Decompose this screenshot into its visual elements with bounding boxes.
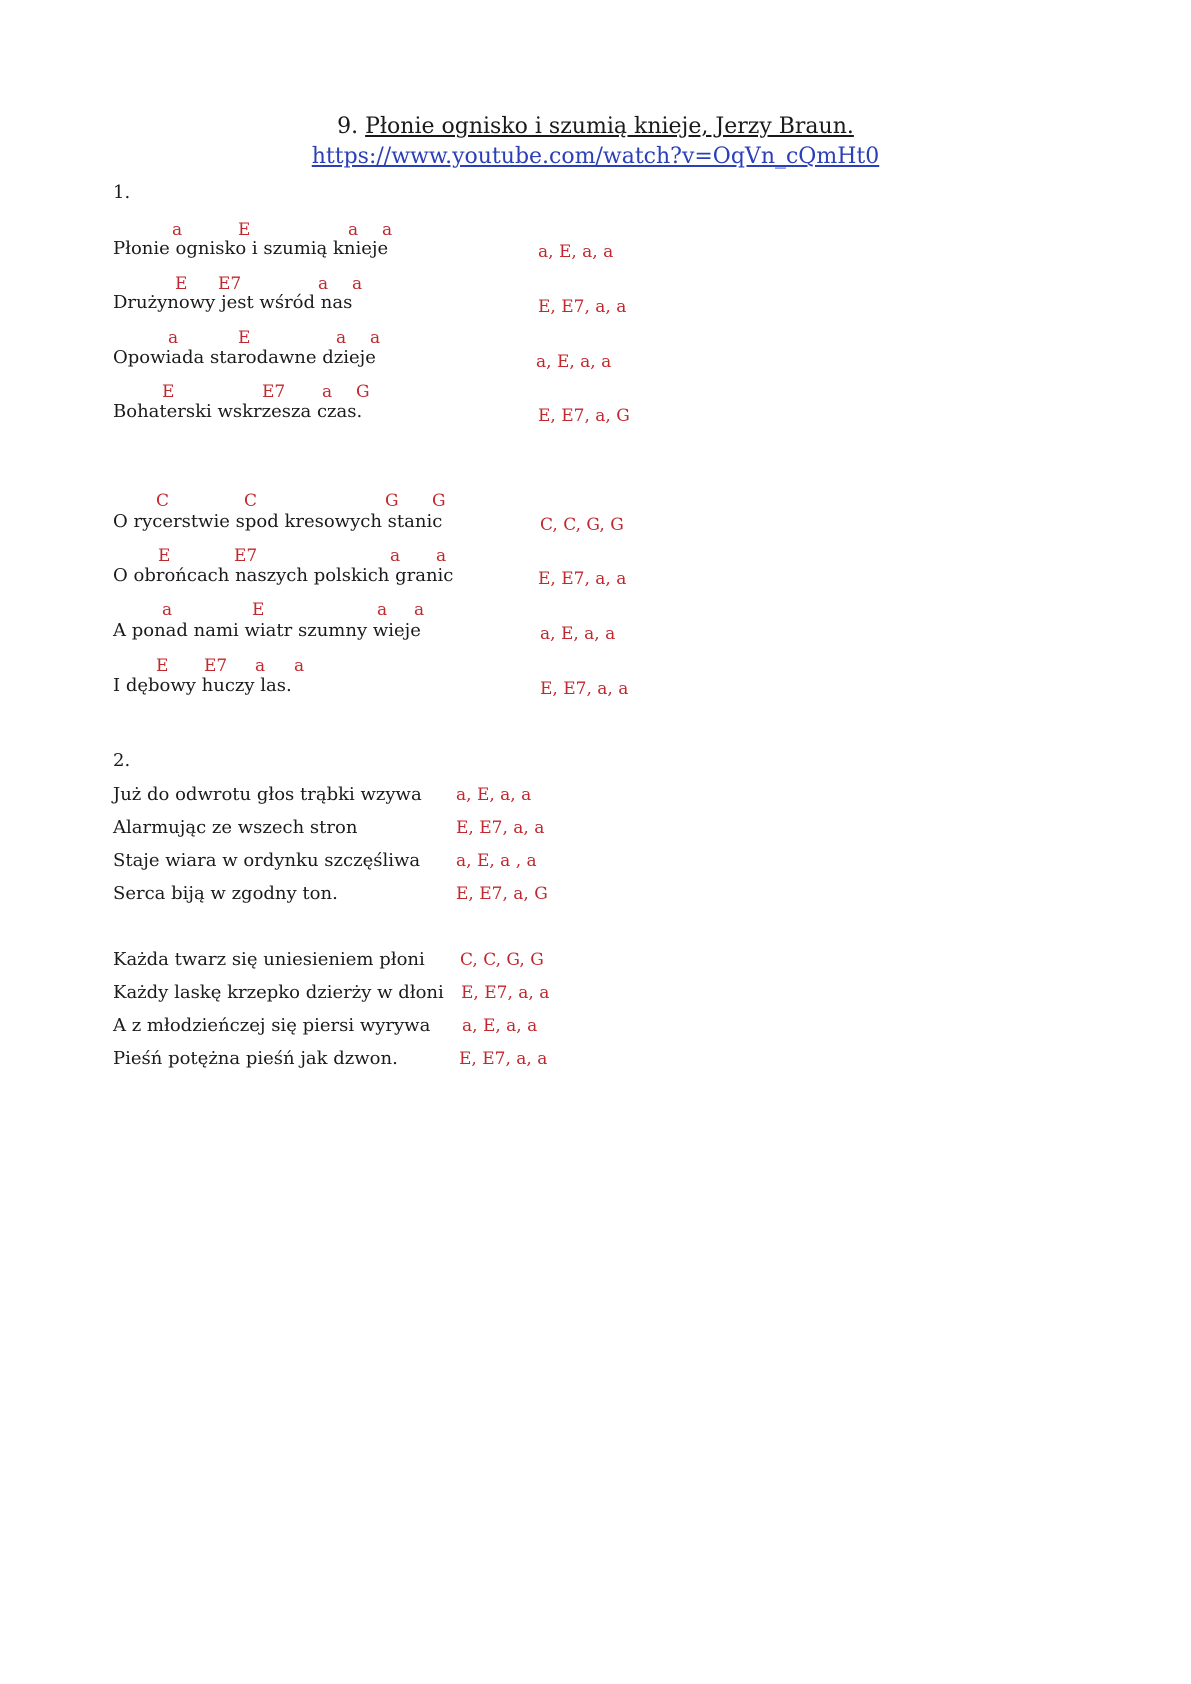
chord-above: E (238, 220, 251, 240)
chord-above: a (336, 328, 347, 348)
chord-sequence: E, E7, a, a (461, 983, 550, 1003)
lyric-line: Każdy laskę krzepko dzierży w dłoni (113, 982, 444, 1003)
youtube-link[interactable]: https://www.youtube.com/watch?v=OqVn_cQmHt0 (311, 144, 880, 169)
chord-above: E (158, 546, 171, 566)
chord-sequence: E, E7, a, a (459, 1049, 548, 1069)
chord-sequence: C, C, G, G (540, 515, 624, 535)
chord-above: a (318, 274, 329, 294)
chord-above: a (436, 546, 447, 566)
chord-sequence: E, E7, a, G (538, 406, 630, 426)
chord-above: a (162, 600, 173, 620)
chord-above: a (370, 328, 381, 348)
chord-above: C (156, 491, 170, 511)
chord-above: a (377, 600, 388, 620)
chord-above: E7 (218, 274, 242, 294)
song-title: Płonie ognisko i szumią knieje, Jerzy Braun. (365, 114, 854, 139)
lyric-line: Pieśń potężna pieśń jak dzwon. (113, 1048, 398, 1069)
chord-above: E (252, 600, 265, 620)
chord-above: E7 (262, 382, 286, 402)
chord-sequence: a, E, a, a (538, 242, 614, 262)
chord-sequence: E, E7, a, a (456, 818, 545, 838)
chord-above: a (348, 220, 359, 240)
chord-above: E7 (234, 546, 258, 566)
lyric-line: Bohaterski wskrzesza czas. (113, 401, 363, 422)
chord-above: a (255, 656, 266, 676)
chord-sequence: a, E, a , a (456, 851, 537, 871)
lyric-line: Płonie ognisko i szumią knieje (113, 238, 389, 259)
chord-above: E (162, 382, 175, 402)
verse-number: 2. (113, 750, 131, 771)
chord-sequence: E, E7, a, G (456, 884, 548, 904)
verse-number: 1. (113, 182, 131, 203)
song-title-line (0, 114, 1191, 139)
chord-sequence: E, E7, a, a (538, 569, 627, 589)
chord-above: C (244, 491, 258, 511)
chord-above: E7 (204, 656, 228, 676)
chord-above: G (385, 491, 399, 511)
lyric-line: Serca biją w zgodny ton. (113, 883, 338, 904)
chord-sequence: C, C, G, G (460, 950, 544, 970)
chord-sequence: a, E, a, a (456, 785, 532, 805)
chord-above: G (432, 491, 446, 511)
chord-above: a (414, 600, 425, 620)
chord-above: E (156, 656, 169, 676)
chord-above: a (294, 656, 305, 676)
chord-sequence: E, E7, a, a (540, 679, 629, 699)
lyric-line: A z młodzieńczej się piersi wyrywa (113, 1015, 431, 1036)
chord-sequence: a, E, a, a (536, 352, 612, 372)
chord-above: a (390, 546, 401, 566)
lyric-line: Drużynowy jest wśród nas (113, 292, 353, 313)
chord-above: E (238, 328, 251, 348)
chord-above: a (172, 220, 183, 240)
chord-above: a (382, 220, 393, 240)
chord-above: a (352, 274, 363, 294)
chord-above: G (356, 382, 370, 402)
chord-sequence: a, E, a, a (540, 624, 616, 644)
lyric-line: Staje wiara w ordynku szczęśliwa (113, 850, 421, 871)
lyric-line: A ponad nami wiatr szumny wieje (113, 620, 421, 641)
chord-sequence: a, E, a, a (462, 1016, 538, 1036)
lyric-line: O rycerstwie spod kresowych stanic (113, 511, 443, 532)
chord-above: E (175, 274, 188, 294)
lyric-line: Opowiada starodawne dzieje (113, 347, 376, 368)
lyric-line: O obrońcach naszych polskich granic (113, 565, 454, 586)
lyric-line: Już do odwrotu głos trąbki wzywa (113, 784, 422, 805)
lyric-line: I dębowy huczy las. (113, 675, 292, 696)
lyric-line: Alarmując ze wszech stron (113, 817, 358, 838)
lyric-line: Każda twarz się uniesieniem płoni (113, 949, 425, 970)
song-number: 9. (337, 114, 359, 139)
chord-above: a (168, 328, 179, 348)
chord-above: a (322, 382, 333, 402)
chord-sequence: E, E7, a, a (538, 297, 627, 317)
